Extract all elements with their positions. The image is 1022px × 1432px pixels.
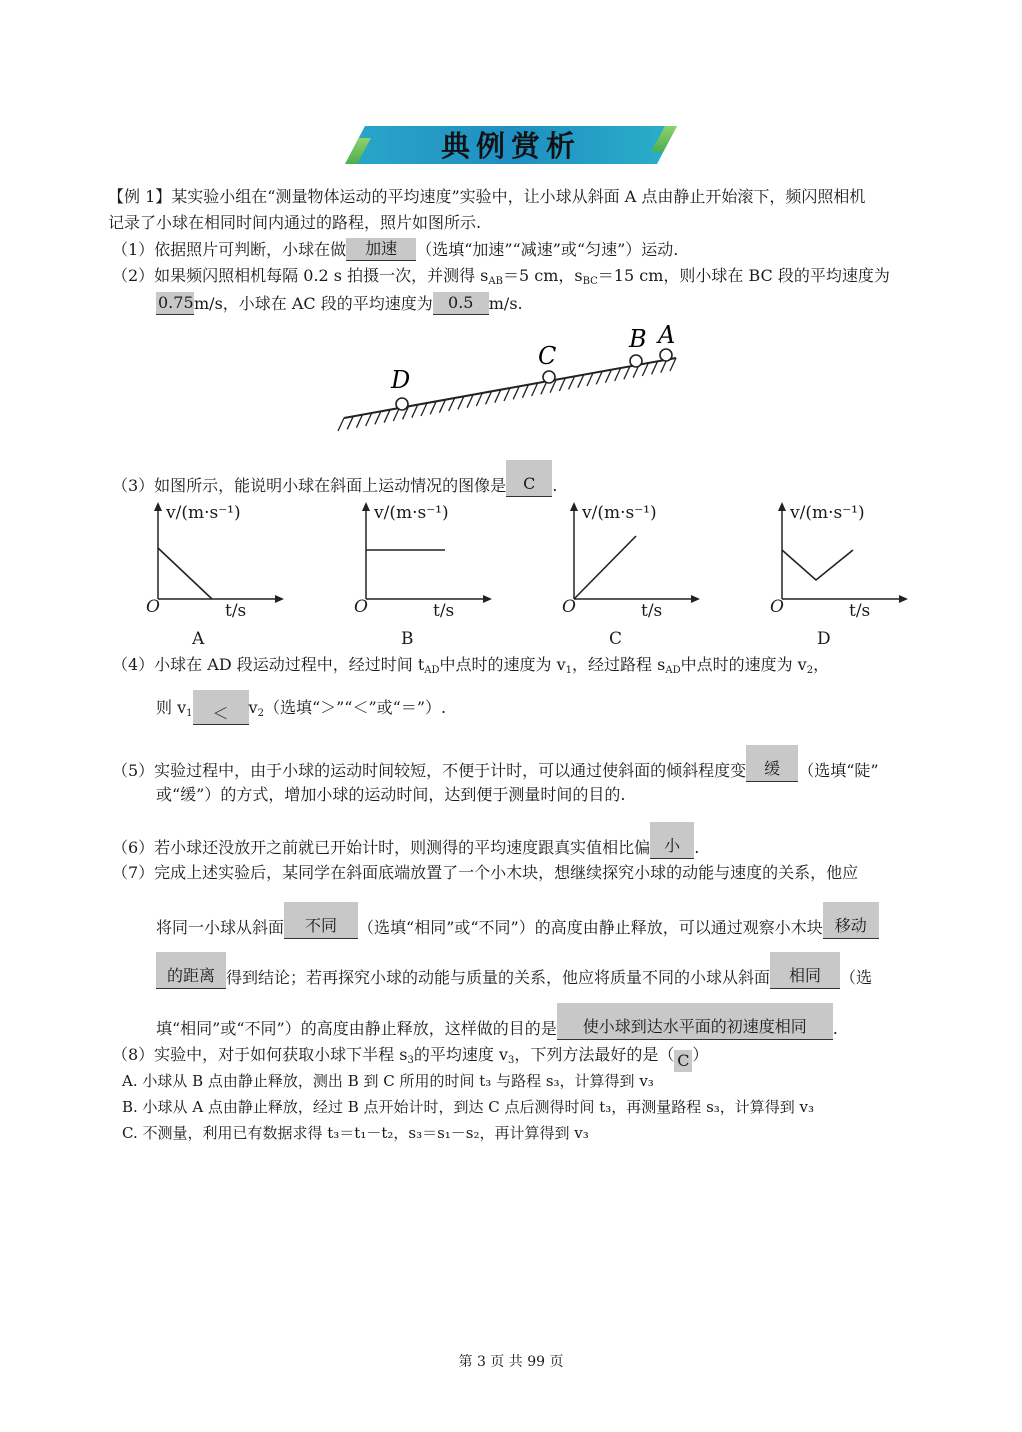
q7-answer-2b: 的距离 [156, 952, 226, 989]
graph-a-xlabel: t/s [225, 601, 247, 621]
graph-a-y-arrow [154, 502, 162, 511]
q8-mid2: ，下列方法最好的是（ [514, 1045, 675, 1064]
hatch-mark [347, 416, 353, 429]
q7-line2-pre: 将同一小球从斜面 [156, 918, 285, 937]
question-4-line-2 [156, 690, 446, 725]
graph-c-origin: O [562, 597, 576, 617]
hatch-mark [439, 400, 445, 413]
q5-answer: 缓 [746, 745, 798, 782]
q8-sub-s3: 3 [407, 1055, 414, 1066]
graph-a-origin: O [146, 597, 160, 617]
q6-post: . [694, 838, 700, 857]
hatch-mark [430, 401, 436, 414]
q7-answer-1: 不同 [284, 902, 358, 939]
q7-answer-3: 相同 [770, 952, 840, 989]
intro-line-1: 【例 1】某实验小组在“测量物体运动的平均速度”实验中，让小球从斜面 A 点由静止开始滚下，频闪照相机 [108, 187, 866, 206]
question-7-line-1: （7）完成上述实验后，某同学在斜面底端放置了一个小木块，想继续探究小球的动能与速度的关系，他应 [112, 863, 859, 882]
graph-a-ylabel: v/(m·s⁻¹) [166, 503, 241, 523]
hatch-mark [449, 398, 455, 411]
question-7-line-4 [156, 1003, 838, 1040]
q8-post: ） [692, 1045, 709, 1064]
graph-b-ylabel: v/(m·s⁻¹) [374, 503, 449, 523]
graph-d-y-arrow [778, 502, 786, 511]
graph-d-ylabel: v/(m·s⁻¹) [790, 503, 865, 523]
incline-hatching [338, 358, 676, 431]
question-7-line-2 [156, 902, 879, 939]
graph-b-origin: O [354, 597, 368, 617]
graph-c-xlabel: t/s [641, 601, 663, 621]
q4-line2-post: （选填“＞”“＜”或“＝”）. [263, 698, 447, 717]
question-8 [112, 1044, 708, 1072]
graph-d-x-arrow [899, 595, 908, 603]
intro-line-2: 记录了小球在相同时间内通过的路程，照片如图所示. [108, 213, 482, 232]
q1-post: （选填“加速”“减速”或“匀速”）运动. [416, 240, 679, 259]
hatch-mark [356, 415, 362, 428]
q1-answer: 加速 [346, 238, 416, 261]
hatch-mark [366, 413, 372, 426]
graph-a-letter: A [192, 629, 205, 649]
question-5-line-2: 或“缓”）的方式，增加小球的运动时间，达到便于测量时间的目的. [156, 785, 626, 804]
question-5-line-1 [112, 745, 879, 782]
question-7-line-3 [156, 952, 872, 989]
graph-c-line [574, 536, 636, 599]
q4-answer: ＜ [193, 690, 249, 725]
q1-pre: （1）依据照片可判断，小球在做 [112, 240, 347, 259]
q4-mid4: ， [813, 655, 830, 674]
q3-answer: C [506, 460, 552, 497]
q8-option-a: A. 小球从 B 点由静止释放，测出 B 到 C 所用的时间 t₃ 与路程 s₃，计算得到 v₃ [122, 1072, 654, 1090]
hatch-mark [624, 366, 630, 379]
graph-c-letter: C [609, 629, 623, 649]
graph-d-letter: D [817, 629, 831, 649]
q2-mid1: ＝5 cm，s [502, 266, 583, 285]
graph-d-xlabel: t/s [849, 601, 871, 621]
q4-pre: （4）小球在 AD 段运动过程中，经过时间 t [112, 655, 425, 674]
q4-line2-pre: 则 v [156, 698, 187, 717]
graph-c-x-arrow [691, 595, 700, 603]
q5-pre: （5）实验过程中，由于小球的运动时间较短，不便于计时，可以通过使斜面的倾斜程度变 [112, 761, 747, 780]
hatch-mark [513, 386, 519, 399]
q2-answer-2: 0.5 [433, 292, 489, 315]
graph-a-line [158, 548, 212, 599]
q2-sub-ab: AB [488, 276, 503, 287]
hatch-mark [495, 390, 501, 403]
section-banner [345, 126, 677, 164]
hatch-mark [486, 391, 492, 404]
q7-answer-2a: 移动 [823, 902, 879, 939]
graph-a-x-arrow [275, 595, 284, 603]
hatch-mark [596, 371, 602, 384]
hatch-mark [578, 375, 584, 388]
q8-option-b: B. 小球从 A 点由静止释放，经过 B 点开始计时，到达 C 点后测得时间 t₃，再测量路程 s₃，计算得到 v₃ [122, 1098, 815, 1116]
graph-d-line [782, 550, 853, 580]
q4-line2-mid: v [248, 698, 258, 717]
question-6 [112, 822, 699, 859]
page-number: 第 3 页 共 99 页 [458, 1354, 564, 1370]
question-1 [112, 238, 678, 261]
q4-line2-sub1: 1 [186, 708, 193, 719]
question-2-line-1 [112, 265, 890, 293]
hatch-mark [476, 393, 482, 406]
hatch-mark [615, 368, 621, 381]
label-d: D [391, 366, 411, 394]
hatch-mark [412, 405, 418, 418]
graph-b-letter: B [401, 629, 414, 649]
q8-option-c: C. 不测量，利用已有数据求得 t₃＝t₁－t₂，s₃＝s₁－s₂，再计算得到 v₃ [122, 1124, 589, 1142]
question-3 [112, 460, 557, 497]
q7-answer-4: 使小球到达水平面的初速度相同 [557, 1003, 833, 1040]
q5-post: （选填“陡” [798, 761, 879, 780]
hatch-mark [421, 403, 427, 416]
q4-mid3: 中点时的速度为 v [680, 655, 807, 674]
q4-sub-ad-2: AD [665, 665, 681, 676]
ball-c [543, 371, 555, 383]
q4-line2-sub2: 2 [257, 708, 264, 719]
hatch-mark [652, 361, 658, 374]
ball-b [630, 355, 642, 367]
hatch-mark [338, 418, 344, 431]
incline-figure [330, 320, 690, 440]
hatch-mark [541, 381, 547, 394]
hatch-mark [393, 408, 399, 421]
q4-sub-v2: 2 [806, 665, 814, 676]
q4-sub-ad-1: AD [424, 665, 440, 676]
q6-answer: 小 [650, 822, 694, 859]
hatch-mark [458, 396, 464, 409]
hatch-mark [605, 370, 611, 383]
hatch-mark [504, 388, 510, 401]
hatch-mark [642, 363, 648, 376]
question-4-line-1 [112, 654, 829, 682]
hatch-mark [522, 385, 528, 398]
q7-line3-mid: 得到结论；若再探究小球的动能与质量的关系，他应将质量不同的小球从斜面 [226, 968, 771, 987]
q2-sub-bc: BC [582, 276, 598, 287]
q4-mid1: 中点时的速度为 v [439, 655, 566, 674]
hatch-mark [467, 395, 473, 408]
q6-pre: （6）若小球还没放开之前就已开始计时，则测得的平均速度跟真实值相比偏 [112, 838, 651, 857]
hatch-mark [532, 383, 538, 396]
ball-d [396, 398, 408, 410]
q2-mid2: ＝15 cm，则小球在 BC 段的平均速度为 [597, 266, 890, 285]
graph-b-xlabel: t/s [433, 601, 455, 621]
question-2-line-2 [156, 292, 523, 315]
hatch-mark [375, 411, 381, 424]
graph-c-y-arrow [570, 502, 578, 511]
q7-line4-post: . [832, 1019, 838, 1038]
q7-line3-post: （选 [840, 968, 873, 987]
hatch-mark [569, 376, 575, 389]
q8-answer: C [674, 1050, 692, 1072]
graph-d-origin: O [770, 597, 784, 617]
q2-pre: （2）如果频闪照相机每隔 0.2 s 拍摄一次，并测得 s [112, 266, 489, 285]
q3-post: . [552, 476, 558, 495]
label-b: B [629, 325, 647, 353]
graph-b-x-arrow [483, 595, 492, 603]
q7-line4-pre: 填“相同”或“不同”）的高度由静止释放，这样做的目的是 [156, 1019, 557, 1038]
graph-b-y-arrow [362, 502, 370, 511]
hatch-mark [587, 373, 593, 386]
label-c: C [538, 342, 557, 370]
label-a: A [658, 321, 676, 349]
q4-sub-v1: 1 [565, 665, 573, 676]
q2-line2-post: m/s. [488, 294, 523, 313]
q4-mid2: ，经过路程 s [572, 655, 666, 674]
q7-line2-mid: （选填“相同”或“不同”）的高度由静止释放，可以通过观察小木块 [358, 918, 823, 937]
q2-line2-mid: m/s，小球在 AC 段的平均速度为 [194, 294, 433, 313]
q8-sub-v3: 3 [508, 1055, 515, 1066]
hatch-mark [384, 410, 390, 423]
q8-mid: 的平均速度 v [413, 1045, 508, 1064]
q8-pre: （8）实验中，对于如何获取小球下半程 s [112, 1045, 408, 1064]
q2-answer-1: 0.75 [156, 292, 194, 315]
hatch-mark [559, 378, 565, 391]
hatch-mark [670, 358, 676, 371]
ball-a [660, 349, 672, 361]
q3-pre: （3）如图所示，能说明小球在斜面上运动情况的图像是 [112, 476, 507, 495]
banner-title: 典例赏析 [440, 129, 581, 163]
graph-c-ylabel: v/(m·s⁻¹) [582, 503, 657, 523]
